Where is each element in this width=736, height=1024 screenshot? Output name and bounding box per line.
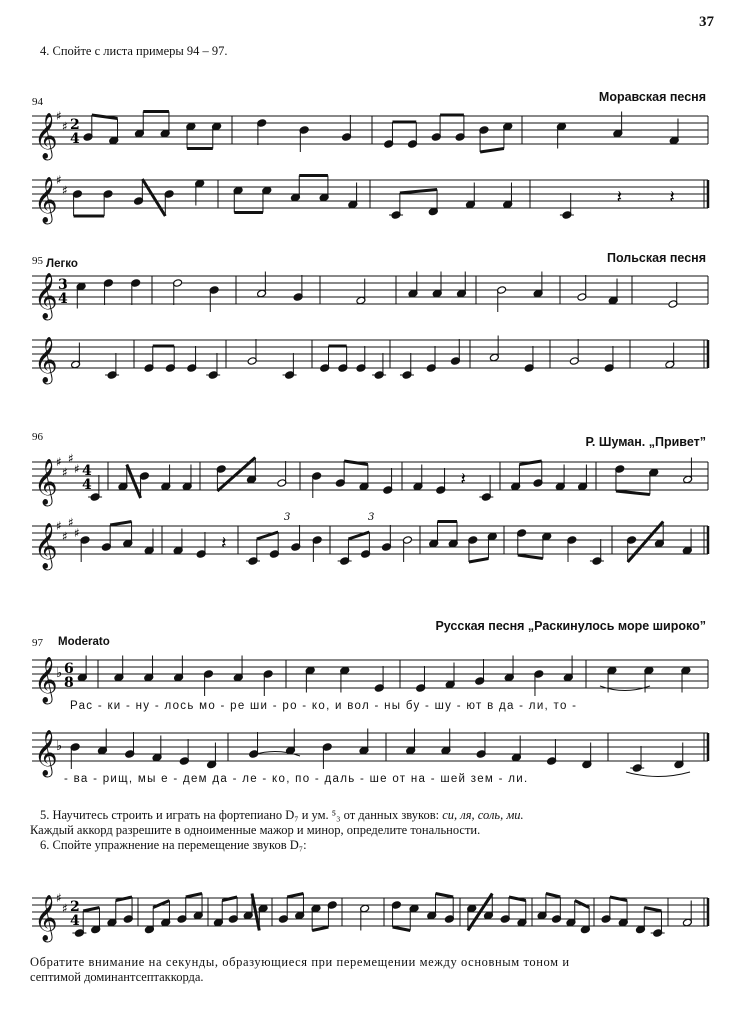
note-line-1: Обратите внимание на секунды, образующиеся при перемещении между основным тоном и — [30, 955, 570, 969]
time-signature-numerator: 3 — [58, 277, 68, 293]
rest-icon: 𝄽 — [221, 533, 227, 554]
note-line-2: септимой доминантсептаккорда. — [30, 970, 204, 984]
task-6: 6. Спойте упражнение на перемещение звуков D₇: — [40, 838, 307, 852]
treble-clef-icon: 𝄞 — [34, 657, 58, 703]
sharp-icon: ♯ — [56, 519, 62, 533]
beam — [575, 901, 589, 908]
beam — [616, 491, 650, 495]
sharp-icon: ♯ — [74, 462, 80, 476]
beam — [519, 461, 541, 465]
lyrics-line-1: Рас - ки - ну - лось мо - ре ши - ро - ко, и вол - ны бу - шу - ют в да - ли, то - — [70, 700, 578, 712]
beam — [644, 908, 661, 912]
treble-clef-icon: 𝄞 — [34, 730, 58, 776]
beam — [287, 894, 303, 898]
beam — [546, 894, 560, 898]
treble-clef-icon: 𝄞 — [34, 895, 58, 941]
time-signature-numerator: 6 — [64, 661, 74, 677]
time-signature-denominator: 8 — [64, 675, 74, 691]
time-signature-numerator: 2 — [70, 117, 80, 133]
beam — [344, 461, 368, 465]
treble-clef-icon: 𝄞 — [34, 177, 58, 223]
sharp-icon: ♯ — [56, 891, 62, 905]
beam — [469, 559, 489, 563]
beam — [217, 458, 255, 492]
task-4: 4. Спойте с листа примеры 94 – 97. — [40, 44, 228, 58]
page-number: 37 — [699, 14, 714, 30]
example-96-number: 96 — [32, 431, 43, 443]
triplet-mark: 3 — [368, 512, 375, 523]
example-97-number: 97 — [32, 637, 43, 649]
sharp-icon: ♯ — [62, 183, 68, 198]
lyrics-line-2: - ва - рищ, мы е - дем да - ле - ко, по - даль - ше от на - шей зем - ли. — [64, 773, 529, 785]
sharp-icon: ♯ — [74, 526, 80, 540]
example-94-number: 94 — [32, 96, 43, 108]
treble-clef-icon: 𝄞 — [34, 337, 58, 383]
treble-clef-icon: 𝄞 — [34, 459, 58, 505]
example-95-title: Польская песня — [607, 251, 706, 265]
beam — [83, 908, 99, 912]
treble-clef-icon: 𝄞 — [34, 523, 58, 569]
time-signature-denominator: 4 — [82, 477, 92, 493]
sharp-icon: ♯ — [62, 529, 68, 544]
beam — [480, 149, 504, 153]
sharp-icon: ♯ — [68, 451, 74, 466]
example-96-title: Р. Шуман. „Привет” — [585, 435, 706, 449]
beam — [110, 522, 131, 526]
beam — [312, 927, 328, 931]
beam — [509, 897, 526, 901]
time-signature-numerator: 2 — [70, 899, 80, 915]
flat-icon: ♭ — [56, 666, 63, 681]
task-5-text: 5. Научитесь строить и играть на фортепиано D₇ и ум. ⁵₃ от данных звуков: — [40, 808, 443, 822]
example-97-title: Русская песня „Раскинулось море широко” — [435, 619, 706, 633]
rest-icon: 𝄽 — [669, 187, 675, 208]
slur — [626, 772, 690, 777]
example-97-tempo: Moderato — [58, 636, 110, 648]
beam — [127, 465, 141, 499]
sharp-icon: ♯ — [56, 455, 62, 469]
beam — [518, 555, 543, 559]
treble-clef-icon: 𝄞 — [34, 113, 58, 159]
sharp-icon: ♯ — [68, 515, 74, 530]
beam — [400, 190, 437, 194]
beam — [610, 897, 627, 901]
time-signature-denominator: 4 — [70, 913, 80, 929]
sharp-icon: ♯ — [56, 173, 62, 187]
rest-icon: 𝄽 — [616, 187, 623, 208]
time-signature-denominator: 4 — [58, 291, 68, 307]
sharp-icon: ♯ — [62, 465, 68, 480]
treble-clef-icon: 𝄞 — [34, 273, 58, 319]
sharp-icon: ♯ — [62, 119, 68, 134]
example-95-number: 95 — [32, 255, 43, 267]
flat-icon: ♭ — [56, 739, 63, 754]
beam — [116, 897, 132, 901]
example-94-title: Моравская песня — [598, 90, 706, 104]
time-signature-denominator: 4 — [70, 131, 80, 147]
beam — [92, 115, 118, 119]
sharp-icon: ♯ — [56, 109, 62, 123]
beam — [142, 179, 165, 216]
beam — [186, 894, 202, 898]
sharp-icon: ♯ — [62, 901, 68, 916]
task-5-sounds: си, ля, соль, ми. — [442, 808, 524, 822]
time-signature-numerator: 4 — [82, 463, 92, 479]
task-5-line-2: Каждый аккорд разрешите в одноименные мажор и минор, определите тональности. — [30, 823, 481, 837]
beam — [153, 901, 169, 908]
beam — [436, 894, 454, 898]
example-95-tempo: Легко — [46, 258, 78, 270]
rest-icon: 𝄽 — [460, 469, 467, 490]
beam — [222, 897, 237, 901]
triplet-mark: 3 — [284, 512, 291, 523]
beam — [393, 927, 411, 931]
